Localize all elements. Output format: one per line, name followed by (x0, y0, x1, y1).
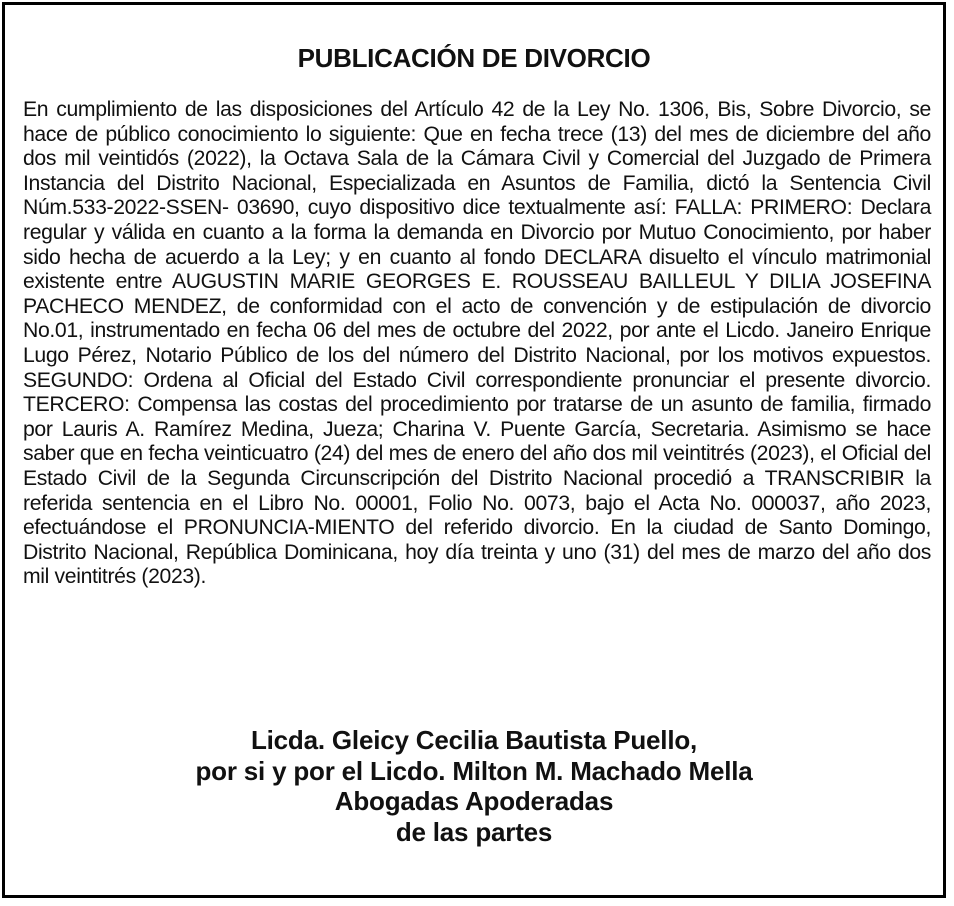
signature-line-4: de las partes (395, 816, 553, 847)
signature-line-1: Licda. Gleicy Cecilia Bautista Puello, (250, 725, 698, 755)
notice-border-frame (2, 2, 946, 898)
signature-line-2: por si y por el Licdo. Milton M. Machado Mella (195, 755, 753, 786)
notice-title: PUBLICACIÓN DE DIVORCIO (297, 43, 651, 73)
signature-line-3: Abogadas Apoderadas (334, 786, 614, 816)
signature-block (5, 725, 943, 847)
notice-body: En cumplimiento de las disposiciones del Artículo 42 de la Ley No. 1306, Bis, Sobre Divorcio, se hace de público conocimiento lo siguiente: Que en fecha trece (13) del mes de diciembre del año dos mil veintidós (2022), la Octava Sala de la Cámara Civil y Comercial del Juzgado de Primera Instancia del Distrito Nacional, Especializada en Asuntos de Familia, dictó la Sentencia Civil Núm.533-2022-SSEN- 03690, cuyo dispositivo dice textualmente así: FALLA: PRIMERO: Declara regular y válida en cuanto a la forma la demanda en Divorcio por Mutuo Conocimiento, por haber sido hecha de acuerdo a la Ley; y en cuanto al fondo DECLARA disuelto el vínculo matrimonial existente entre AUGUSTIN MARIE GEORGES E. ROUSSEAU BAILLEUL Y DILIA JOSEFINA PACHECO MENDEZ, de conformidad con el acto de convención y de estipulación de divorcio No.01, instrumentado en fecha 06 del mes de octubre del 2022, por ante el Licdo. Janeiro Enrique Lugo Pérez, Notario Público de los del número del Distrito Nacional, por los motivos expuestos. SEGUNDO: Ordena al Oficial del Estado Civil correspondiente pronunciar el presente divorcio. TERCERO: Compensa las costas del procedimiento por tratarse de un asunto de familia, firmado por Lauris A. Ramírez Medina, Jueza; Charina V. Puente García, Secretaria. Asimismo se hace saber que en fecha veinticuatro (24) del mes de enero del año dos mil veintitrés (2023), el Oficial del Estado Civil de la Segunda Circunscripción del Distrito Nacional procedió a TRANSCRIBIR la referida sentencia en el Libro No. 00001, Folio No. 0073, bajo el Acta No. 000037, año 2023, efectuándose el PRONUNCIA-MIENTO del referido divorcio. En la ciudad de Santo Domingo, Distrito Nacional, República Dominicana, hoy día treinta y uno (31) del mes de marzo del año dos mil veintitrés (2023). (23, 98, 931, 589)
